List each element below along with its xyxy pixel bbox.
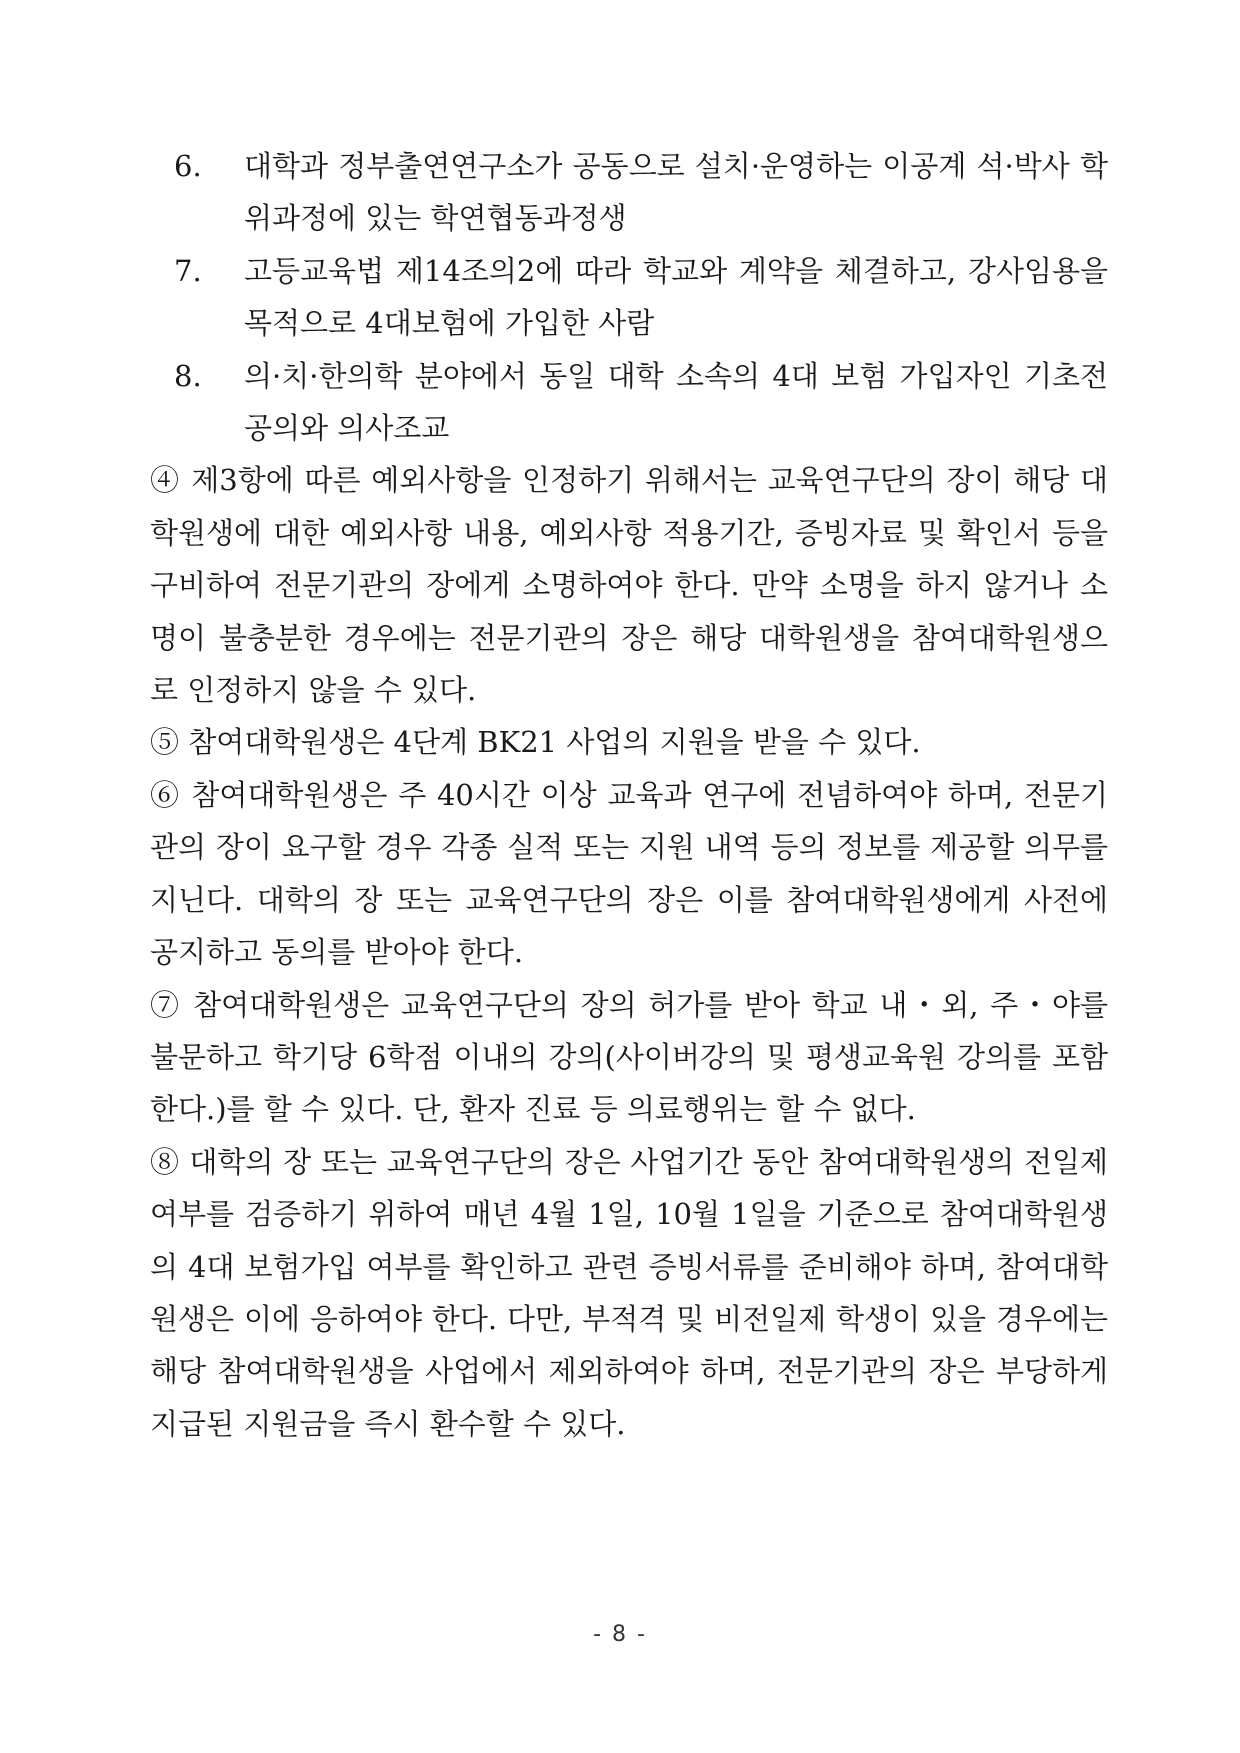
paragraph-6: ⑥ 참여대학원생은 주 40시간 이상 교육과 연구에 전념하여야 하며, 전문기관의 장이 요구할 경우 각종 실적 또는 지원 내역 등의 정보를 제공할 의무를 지닌다. 대학의 장 또는 교육연구단의 장은 이를 참여대학원생에게 사전에 공지하고 동의를 받아야 한다. — [150, 777, 1108, 970]
page-number: - 8 - — [593, 1622, 647, 1647]
paragraph-4: ④ 제3항에 따른 예외사항을 인정하기 위해서는 교육연구단의 장이 해당 대학원생에 대한 예외사항 내용, 예외사항 적용기간, 증빙자료 및 확인서 등을 구비하여 전문기관의 장에게 소명하여야 한다. 만약 소명을 하지 않거나 소명이 불충분한 경우에는 전문기관의 장은 해당 대학원생을 참여대학원생으로 인정하지 않을 수 있다. — [150, 463, 1108, 708]
list-item-8 — [174, 350, 1108, 455]
document-body — [150, 140, 1108, 1450]
paragraph-8: ⑧ 대학의 장 또는 교육연구단의 장은 사업기간 동안 참여대학원생의 전일제 여부를 검증하기 위하여 매년 4월 1일, 10월 1일을 기준으로 참여대학원생의 4대 보험가입 여부를 확인하고 관련 증빙서류를 준비해야 하며, 참여대학원생은 이에 응하여야 한다. 다만, 부적격 및 비전일제 학생이 있을 경우에는 해당 참여대학원생을 사업에서 제외하여야 하며, 전문기관의 장은 부당하게 지급된 지원금을 즉시 환수할 수 있다. — [150, 1144, 1108, 1441]
list-item-7 — [174, 245, 1108, 350]
list-item-number: 8. — [174, 358, 202, 393]
list-item-text: 고등교육법 제14조의2에 따라 학교와 계약을 체결하고, 강사임용을 목적으로 4대보험에 가입한 사람 — [244, 253, 1108, 341]
list-item-number: 6. — [174, 149, 202, 183]
list-item-6 — [174, 140, 1108, 245]
list-item-number: 7. — [174, 253, 202, 288]
paragraph-7: ⑦ 참여대학원생은 교육연구단의 장의 허가를 받아 학교 내・외, 주・야를 불문하고 학기당 6학점 이내의 강의(사이버강의 및 평생교육원 강의를 포함한다.)를 할 수 있다. 단, 환자 진료 등 의료행위는 할 수 없다. — [150, 987, 1108, 1127]
paragraph-5: ⑤ 참여대학원생은 4단계 BK21 사업의 지원을 받을 수 있다. — [150, 725, 921, 760]
list-item-text: 의·치·한의학 분야에서 동일 대학 소속의 4대 보험 가입자인 기초전공의와 의사조교 — [244, 358, 1108, 446]
list-item-text: 대학과 정부출연연구소가 공동으로 설치·운영하는 이공계 석·박사 학위과정에 있는 학연협동과정생 — [244, 149, 1108, 236]
